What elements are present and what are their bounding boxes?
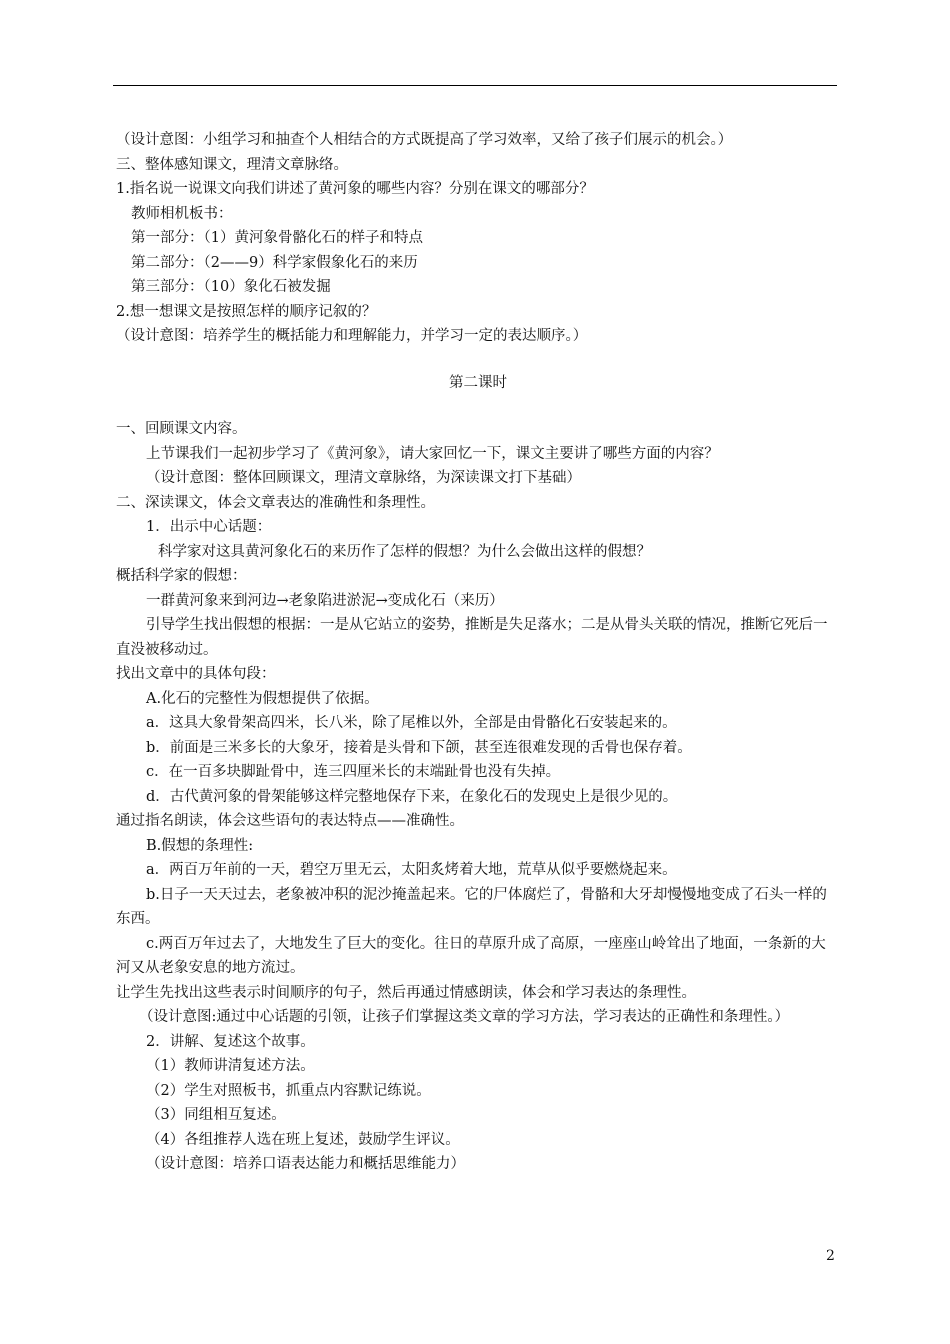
list-item: 第三部分：（10）象化石被发掘 [131, 279, 331, 295]
list-item: （1）教师讲清复述方法。 [146, 1058, 315, 1074]
paragraph: 1.指名说一说课文向我们讲述了黄河象的哪些内容？分别在课文的哪部分？ [116, 181, 594, 197]
list-item: a．这具大象骨架高四米，长八米，除了尾椎以外，全部是由骨骼化石安装起来的。 [146, 715, 677, 731]
paragraph: 教师相机板书： [131, 205, 233, 222]
list-item: A.化石的完整性为假想提供了依据。 [146, 690, 379, 707]
page-number: 2 [826, 1248, 835, 1264]
paragraph: 一群黄河象来到河边→老象陷进淤泥→变成化石（来历） [146, 592, 504, 609]
paragraph: （设计意图：培养口语表达能力和概括思维能力） [146, 1156, 465, 1172]
document-body [116, 128, 840, 1177]
list-item: （2）学生对照板书，抓重点内容默记练说。 [146, 1082, 431, 1099]
header-rule [113, 85, 837, 86]
list-item: c.两百万年过去了，大地发生了巨大的变化。往日的草原升成了高原，一座座山岭耸出了地面，一条新的大河又从老象安息的地方流过。 [116, 935, 826, 976]
section-heading: 二、深读课文，体会文章表达的准确性和条理性。 [116, 494, 435, 511]
list-item: b．前面是三米多长的大象牙，接着是头骨和下颌，甚至连很难发现的舌骨也保存着。 [146, 739, 692, 756]
paragraph: 科学家对这具黄河象化石的来历作了怎样的假想？为什么会做出这样的假想？ [158, 543, 651, 560]
paragraph: 让学生先找出这些表示时间顺序的句子，然后再通过情感朗读，体会和学习表达的条理性。 [116, 984, 696, 1001]
paragraph: 2．讲解、复述这个故事。 [146, 1033, 315, 1050]
list-item: 第一部分：（1）黄河象骨骼化石的样子和特点 [131, 230, 423, 246]
paragraph: 上节课我们一起初步学习了《黄河象》，请大家回忆一下，课文主要讲了哪些方面的内容？ [146, 445, 719, 462]
paragraph: 引导学生找出假想的根据：一是从它站立的姿势，推断是失足落水；二是从骨头关联的情况，推断它死后一直没被移动过。 [116, 617, 828, 658]
paragraph: 2.想一想课文是按照怎样的顺序记叙的？ [116, 303, 377, 320]
paragraph: 1．出示中心话题： [146, 519, 272, 535]
paragraph: 通过指名朗读，体会这些语句的表达特点——准确性。 [116, 813, 464, 829]
paragraph: （设计意图：培养学生的概括能力和理解能力，并学习一定的表达顺序。） [116, 328, 588, 344]
list-item: （4）各组推荐人选在班上复述，鼓励学生评议。 [146, 1131, 460, 1148]
list-item: d．古代黄河象的骨架能够这样完整地保存下来，在象化石的发现史上是很少见的。 [146, 788, 678, 805]
list-item: （3）同组相互复述。 [146, 1107, 286, 1123]
paragraph: 概括科学家的假想： [116, 568, 247, 584]
paragraph: 找出文章中的具体句段： [116, 666, 276, 682]
section-heading: 一、回顾课文内容。 [116, 421, 247, 437]
section-heading: 三、整体感知课文，理清文章脉络。 [116, 156, 348, 173]
paragraph: （设计意图:通过中心话题的引领，让孩子们掌握这类文章的学习方法，学习表达的正确性和条理性。） [139, 1009, 790, 1025]
list-item: 第二部分：（2——9）科学家假象化石的来历 [131, 254, 418, 271]
lesson-heading: 第二课时 [449, 374, 507, 391]
list-item: B.假想的条理性: [146, 837, 254, 854]
paragraph: （设计意图：小组学习和抽查个人相结合的方式既提高了学习效率，又给了孩子们展示的机会。） [116, 132, 733, 148]
list-item: b.日子一天天过去，老象被冲积的泥沙掩盖起来。它的尸体腐烂了，骨骼和大牙却慢慢地变成了石头一样的东西。 [116, 886, 827, 927]
list-item: c．在一百多块脚趾骨中，连三四厘米长的末端趾骨也没有失掉。 [146, 764, 561, 780]
paragraph: （设计意图：整体回顾课文，理清文章脉络，为深读课文打下基础） [146, 470, 581, 486]
list-item: a．两百万年前的一天，碧空万里无云，太阳炙烤着大地，荒草从似乎要燃烧起来。 [146, 862, 677, 878]
